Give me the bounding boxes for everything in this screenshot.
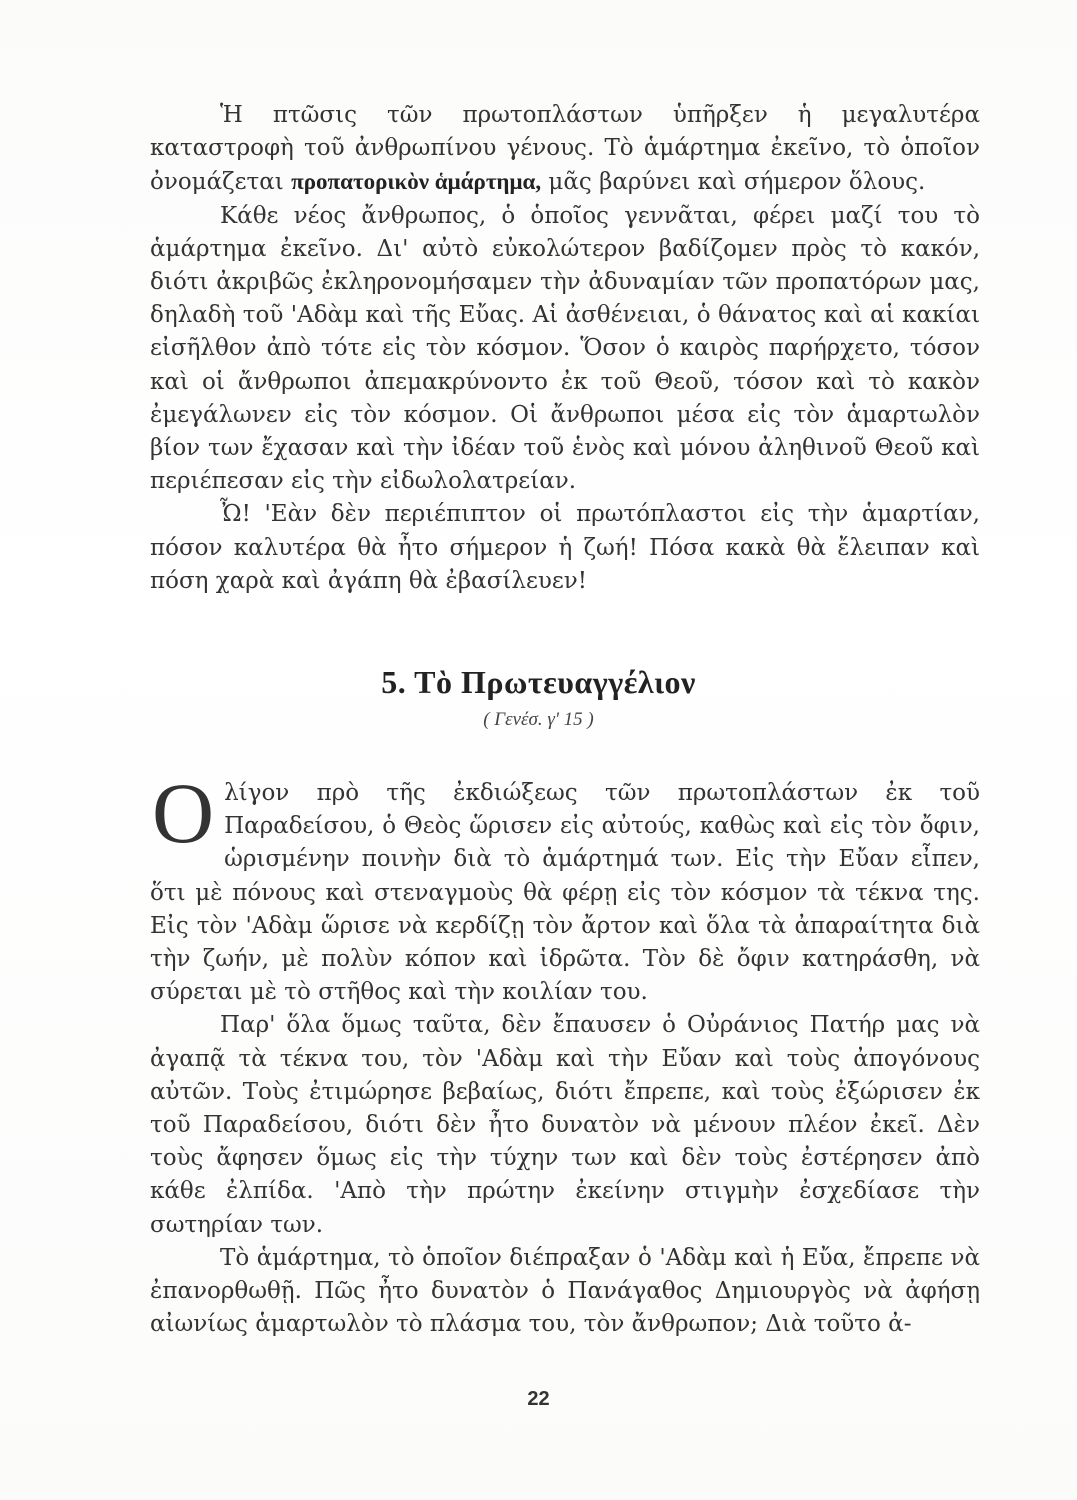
paragraph-punishment [150, 765, 980, 1009]
paragraph-lament: Ὦ! 'Εὰν δὲν περιέπιπτον οἱ πρωτόπλαστοι εἰς τὴν ἁμαρτίαν, πόσον καλυτέρα θὰ ἦτο σήμερον ἡ ζωή! Πόσα κακὰ θὰ ἔλειπαν καὶ πόση χαρὰ καὶ ἀγάπη θὰ ἐβασίλευεν! [150, 501, 980, 594]
top-text-block [150, 99, 980, 598]
paragraph-fall-end: μᾶς βαρύνει καὶ σήμερον ὅλους. [541, 169, 926, 196]
original-sin-term: προπατορικὸν ἁμάρτημα, [291, 169, 542, 195]
drop-cap-letter: Ο [152, 765, 215, 861]
section-reference: ( Γενέσ. γ' 15 ) [483, 709, 594, 730]
section-title: 5. Τὸ Πρωτευαγγέλιον [381, 664, 696, 700]
paragraph-fall [150, 99, 980, 200]
paragraph-restoration: Τὸ ἁμάρτημα, τὸ ὁποῖον διέπραξαν ὁ 'Αδὰμ καὶ ἡ Εὔα, ἔπρεπε νὰ ἐπανορθωθῇ. Πῶς ἦτο δυνατὸν ὁ Πανάγαθος Δημιουργὸς νὰ ἀφήσῃ αἰωνίως ἁμαρτωλὸν τὸ πλάσμα του, τὸν ἄνθρωπον; Διὰ τοῦτο ἀ- [150, 1244, 980, 1338]
paragraph-punishment-text: λίγον πρὸ τῆς ἐκδιώξεως τῶν πρωτοπλάστων ἐκ τοῦ Παραδείσου, ὁ Θεὸς ὥρισεν εἰς αὐτούς, καθὼς καὶ εἰς τὸν ὄφιν, ὡρισμένην ποινὴν διὰ τὸ ἁμάρτημά των. Εἰς τὴν Εὔαν εἶπεν, ὅτι μὲ πόνους καὶ στεναγμοὺς θὰ φέρῃ εἰς τὸν κόσμον τὰ τέκνα της. Εἰς τὸν 'Αδὰμ ὥρισε νὰ κερδίζῃ τὸν ἄρτον καὶ ὅλα τὰ ἀπαραίτητα διὰ τὴν ζωήν, μὲ πολὺν κόπον καὶ ἱδρῶτα. Τὸν δὲ ὄφιν κατηράσθη, νὰ σύρεται μὲ τὸ στῆθος καὶ τὴν κοιλίαν του. [150, 780, 980, 1006]
page-number: 22 [527, 1388, 550, 1410]
paragraph-fall-start: Ἡ πτῶσις τῶν πρωτοπλάστων ὑπῆρξεν ἡ μεγαλυτέρα καταστροφὴ τοῦ ἀνθρωπίνου γένους. Τὸ ἁμάρτημα ἐκεῖνο, τὸ ὁποῖον ὀνομάζεται [150, 102, 980, 196]
paragraph-inheritance: Κάθε νέος ἄνθρωπος, ὁ ὁποῖος γεννᾶται, φέρει μαζί του τὸ ἁμάρτημα ἐκεῖνο. Δι' αὐτὸ εὐκολώτερον βαδίζομεν πρὸς τὸ κακόν, διότι ἀκριβῶς ἐκληρονομήσαμεν τὴν ἀδυναμίαν τῶν προπατόρων μας, δηλαδὴ τοῦ 'Αδὰμ καὶ τῆς Εὔας. Αἱ ἀσθένειαι, ὁ θάνατος καὶ αἱ κακίαι εἰσῆλθον ἀπὸ τότε εἰς τὸν κόσμον. Ὅσον ὁ καιρὸς παρήρχετο, τόσον καὶ οἱ ἄνθρωποι ἀπεμακρύνοντο ἐκ τοῦ Θεοῦ, τόσον καὶ τὸ κακὸν ἐμεγάλωνεν εἰς τὸν κόσμον. Οἱ ἄνθρωποι μέσα εἰς τὸν ἁμαρτωλὸν βίον των ἔχασαν καὶ τὴν ἰδέαν τοῦ ἑνὸς καὶ μόνου ἀληθινοῦ Θεοῦ καὶ περιέπεσαν εἰς τὴν εἰδωλολατρείαν. [150, 202, 980, 495]
paragraph-love: Παρ' ὅλα ὅμως ταῦτα, δὲν ἔπαυσεν ὁ Οὐράνιος Πατήρ μας νὰ ἀγαπᾷ τὰ τέκνα του, τὸν 'Αδὰμ καὶ τὴν Εὔαν καὶ τοὺς ἀπογόνους αὐτῶν. Τοὺς ἐτιμώρησε βεβαίως, διότι ἔπρεπε, καὶ τοὺς ἐξώρισεν ἐκ τοῦ Παραδείσου, διότι δὲν ἦτο δυνατὸν νὰ μένουν πλέον ἐκεῖ. Δὲν τοὺς ἄφησεν ὅμως εἰς τὴν τύχην των καὶ δὲν τοὺς ἐστέρησεν ἀπὸ κάθε ἐλπίδα. 'Απὸ τὴν πρώτην ἐκείνην στιγμὴν ἐσχεδίασε τὴν σωτηρίαν των. [150, 1012, 980, 1238]
bottom-text-block [150, 765, 980, 1341]
